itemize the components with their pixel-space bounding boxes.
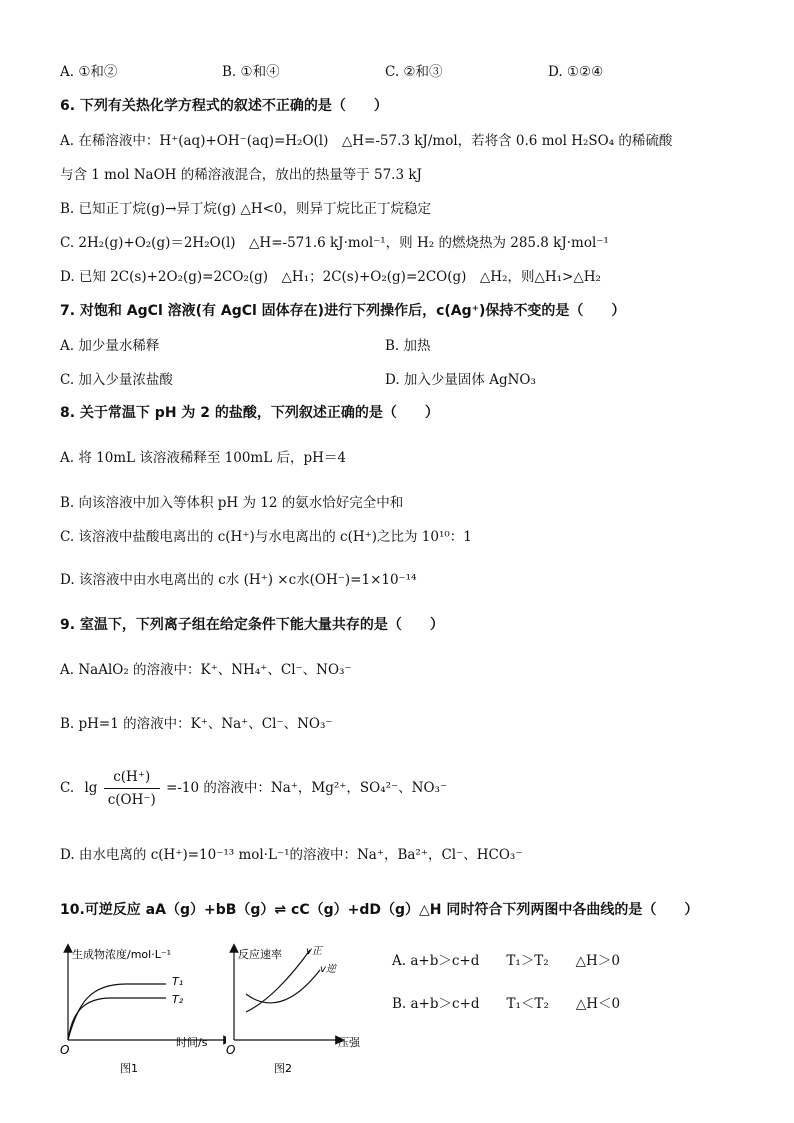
q6-option-d: D. 已知 2C(s)+2O₂(g)=2CO₂(g) △H₁；2C(s)+O₂(g)=2CO(g) △H₂，则△H₁>△H₂ — [60, 269, 601, 285]
fig2-curve-v-reverse — [246, 970, 320, 1003]
q7-option-a: A. 加少量水稀释 — [60, 338, 160, 354]
q8-option-b: B. 向该溶液中加入等体积 pH 为 12 的氨水恰好完全中和 — [60, 495, 404, 511]
fig1-caption: 图1 — [120, 1062, 138, 1075]
figure-2 — [222, 942, 372, 1082]
prev-option-d: D. ①②④ — [548, 64, 604, 80]
q8-stem: 8. 关于常温下 pH 为 2 的盐酸，下列叙述正确的是（ ） — [60, 405, 439, 421]
prev-option-a: A. ①和② — [60, 64, 118, 80]
q9-fraction — [104, 766, 160, 811]
q7-option-d: D. 加入少量固体 AgNO₃ — [385, 372, 536, 388]
q10-stem: 10.可逆反应 aA（g）+bB（g）⇌ cC（g）+dD（g）△H 同时符合下列两图中各曲线的是（ ） — [60, 902, 699, 918]
q6-option-b: B. 已知正丁烷(g)→异丁烷(g) △H<0，则异丁烷比正丁烷稳定 — [60, 201, 432, 217]
fig1-origin: O — [60, 1043, 70, 1057]
q9-option-b: B. pH=1 的溶液中：K⁺、Na⁺、Cl⁻、NO₃⁻ — [60, 716, 333, 732]
q9-option-a: A. NaAlO₂ 的溶液中：K⁺、NH₄⁺、Cl⁻、NO₃⁻ — [60, 662, 352, 678]
prev-option-b: B. ①和④ — [222, 64, 280, 80]
q7-stem: 7. 对饱和 AgCl 溶液(有 AgCl 固体存在)进行下列操作后，c(Ag⁺)保持不变的是（ ） — [60, 303, 626, 319]
figure-1 — [56, 942, 226, 1082]
fig2-ylabel: 反应速率 — [238, 948, 282, 961]
fig1-label-t1: T₁ — [172, 975, 184, 988]
q9-option-c-prefix: C. — [60, 780, 75, 796]
q6-option-a-line2: 与含 1 mol NaOH 的稀溶液混合，放出的热量等于 57.3 kJ — [60, 167, 422, 183]
q8-option-c: C. 该溶液中盐酸电离出的 c(H⁺)与水电离出的 c(H⁺)之比为 10¹⁰：1 — [60, 529, 472, 545]
fig2-origin: O — [226, 1043, 236, 1057]
q7-option-c: C. 加入少量浓盐酸 — [60, 372, 173, 388]
q9-fraction-denominator: c(OH⁻) — [107, 792, 156, 808]
fig2-label-v-forward: v正 — [306, 946, 322, 957]
q10-option-a: A. a+b＞c+d T₁＞T₂ △H＞0 — [392, 953, 620, 969]
q9-option-d: D. 由水电离的 c(H⁺)=10⁻¹³ mol·L⁻¹的溶液中：Na⁺，Ba²⁺，Cl⁻、HCO₃⁻ — [60, 847, 523, 863]
q6-option-c: C. 2H₂(g)+O₂(g)＝2H₂O(l) △H=-571.6 kJ·mol⁻¹，则 H₂ 的燃烧热为 285.8 kJ·mol⁻¹ — [60, 235, 609, 251]
q9-option-c: C. lg $\frac{c(H^+)}{c(OH^-)}$ =-10 的溶液中：Na⁺，Mg²⁺，SO₄²⁻、NO₃⁻ — [60, 766, 447, 811]
q6-option-a-line1: A. 在稀溶液中：H⁺(aq)+OH⁻(aq)=H₂O(l) △H=-57.3 kJ/mol，若将含 0.6 mol H₂SO₄ 的稀硫酸 — [60, 133, 673, 149]
fig2-caption: 图2 — [274, 1062, 292, 1075]
prev-option-c: C. ②和③ — [385, 64, 443, 80]
q7-option-b: B. 加热 — [385, 338, 431, 354]
q10-option-b: B. a+b＞c+d T₁＜T₂ △H＜0 — [392, 996, 621, 1012]
q6-stem: 6. 下列有关热化学方程式的叙述不正确的是（ ） — [60, 98, 388, 114]
fig1-curve-t1 — [68, 984, 166, 1040]
q9-option-c-suffix: =-10 的溶液中：Na⁺，Mg²⁺，SO₄²⁻、NO₃⁻ — [166, 780, 448, 796]
fig2-xlabel: 压强 — [338, 1036, 360, 1049]
q8-option-d: D. 该溶液中由水电离出的 c水 (H⁺) ×c水(OH⁻)=1×10⁻¹⁴ — [60, 572, 417, 588]
fig1-ylabel: 生成物浓度/mol·L⁻¹ — [72, 948, 172, 961]
fig1-xlabel: 时间/s — [176, 1036, 208, 1049]
fig2-label-v-reverse: v逆 — [320, 964, 336, 975]
q9-stem: 9. 室温下，下列离子组在给定条件下能大量共存的是（ ） — [60, 617, 444, 633]
q9-fraction-numerator: c(H⁺) — [104, 766, 160, 789]
q8-option-a: A. 将 10mL 该溶液稀释至 100mL 后，pH＝4 — [60, 450, 346, 466]
fig1-label-t2: T₂ — [172, 993, 184, 1006]
